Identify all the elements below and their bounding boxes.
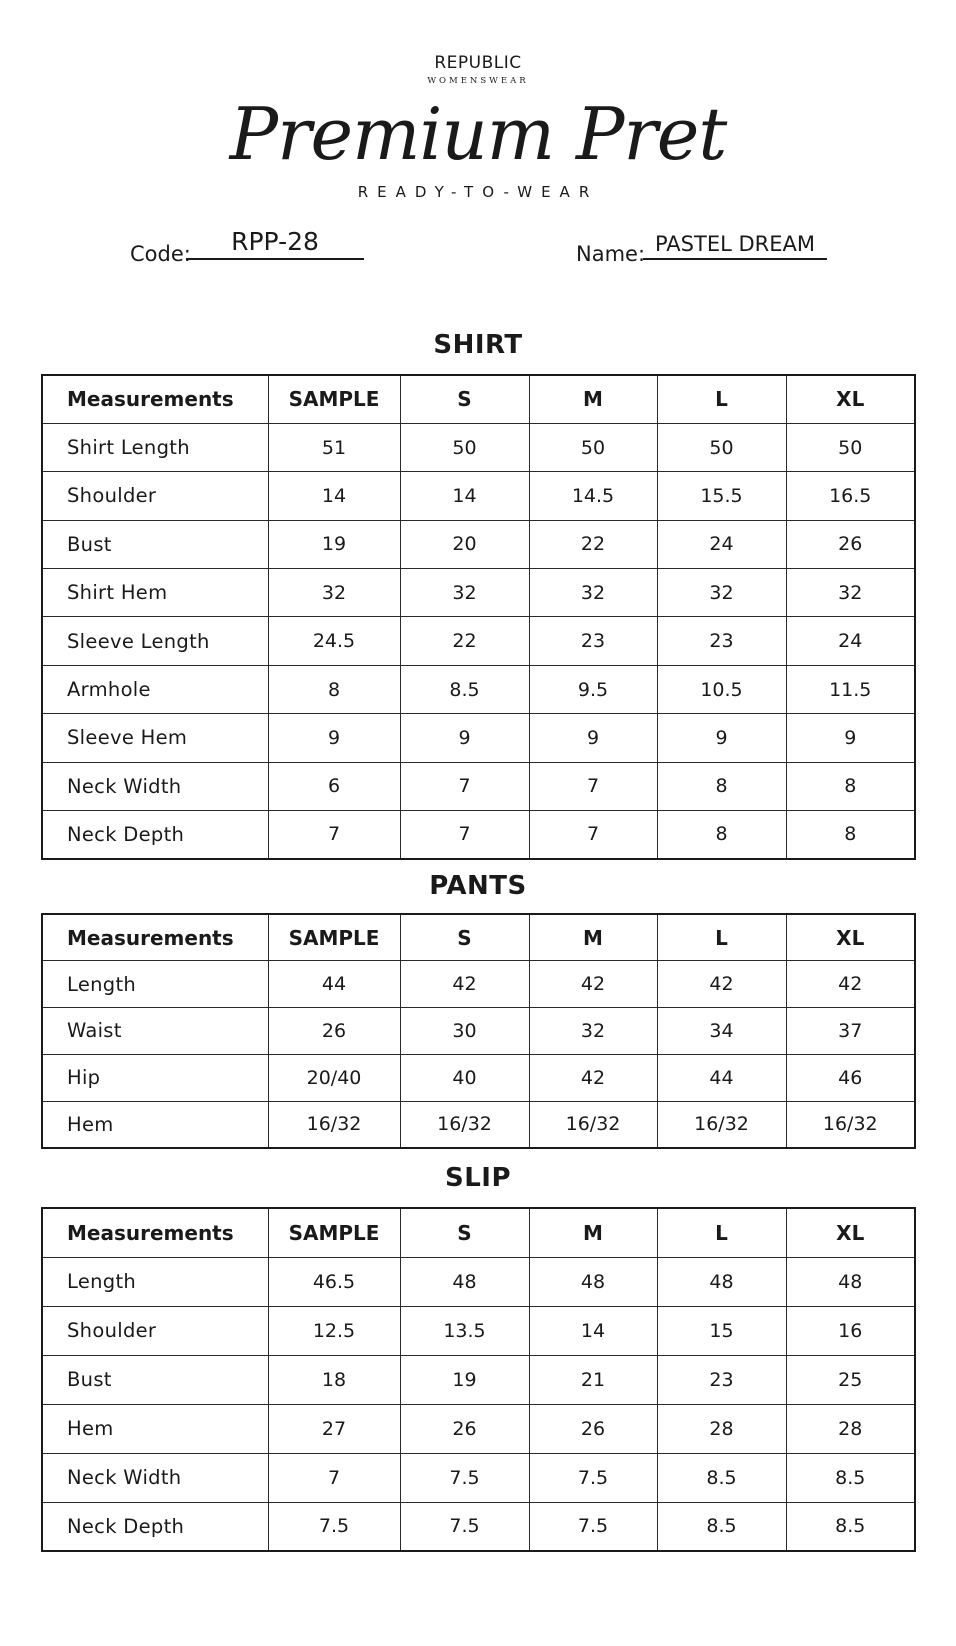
size-value: 24.5 [268, 617, 400, 665]
measurement-label: Shirt Hem [42, 569, 268, 617]
size-value: 32 [786, 569, 915, 617]
size-value: 24 [786, 617, 915, 665]
measurement-label: Length [42, 1257, 268, 1306]
size-value: 42 [657, 961, 786, 1008]
measurement-label: Bust [42, 1355, 268, 1404]
size-value: 7.5 [268, 1502, 400, 1551]
code-label: Code: [130, 242, 191, 266]
pants-section-title: PANTS [429, 871, 527, 901]
table-row [42, 1404, 915, 1453]
size-value: 7 [268, 811, 400, 859]
size-value: 7.5 [529, 1453, 657, 1502]
column-header: L [657, 914, 786, 961]
size-value: 16.5 [786, 472, 915, 520]
header-row [42, 914, 915, 961]
size-value: 9 [400, 714, 529, 762]
size-value: 42 [529, 961, 657, 1008]
size-value: 23 [657, 1355, 786, 1404]
size-value: 14 [400, 472, 529, 520]
column-header: S [400, 375, 529, 423]
measurement-label: Neck Depth [42, 1502, 268, 1551]
measurement-label: Shoulder [42, 472, 268, 520]
size-value: 21 [529, 1355, 657, 1404]
column-header: Measurements [42, 914, 268, 961]
size-value: 15 [657, 1306, 786, 1355]
size-value: 32 [529, 569, 657, 617]
size-value: 9.5 [529, 665, 657, 713]
size-value: 18 [268, 1355, 400, 1404]
table-row [42, 423, 915, 471]
size-value: 8 [786, 762, 915, 810]
size-value: 6 [268, 762, 400, 810]
size-value: 22 [529, 520, 657, 568]
table-row [42, 1008, 915, 1055]
size-value: 26 [786, 520, 915, 568]
table-row [42, 961, 915, 1008]
size-value: 8 [268, 665, 400, 713]
size-value: 16/32 [786, 1101, 915, 1148]
size-value: 20/40 [268, 1054, 400, 1101]
name-value: PASTEL DREAM [643, 232, 827, 260]
column-header: XL [786, 375, 915, 423]
header-row [42, 375, 915, 423]
size-value: 26 [529, 1404, 657, 1453]
size-value: 42 [529, 1054, 657, 1101]
collection-logo: Premium Pret [229, 92, 727, 176]
size-value: 13.5 [400, 1306, 529, 1355]
size-value: 15.5 [657, 472, 786, 520]
size-value: 34 [657, 1008, 786, 1055]
measurement-label: Neck Depth [42, 811, 268, 859]
size-value: 37 [786, 1008, 915, 1055]
size-value: 46.5 [268, 1257, 400, 1306]
measurement-label: Length [42, 961, 268, 1008]
slip-section-title: SLIP [444, 1163, 512, 1193]
size-value: 27 [268, 1404, 400, 1453]
column-header: M [529, 375, 657, 423]
size-value: 7 [268, 1453, 400, 1502]
size-value: 30 [400, 1008, 529, 1055]
size-value: 26 [268, 1008, 400, 1055]
name-field [576, 228, 836, 272]
size-value: 8.5 [786, 1502, 915, 1551]
size-value: 48 [529, 1257, 657, 1306]
measurement-label: Shirt Length [42, 423, 268, 471]
header-row [42, 1208, 915, 1257]
code-value: RPP-28 [186, 227, 364, 260]
size-value: 7.5 [529, 1502, 657, 1551]
size-value: 8.5 [786, 1453, 915, 1502]
column-header: S [400, 914, 529, 961]
size-value: 8 [657, 811, 786, 859]
size-value: 48 [657, 1257, 786, 1306]
column-header: SAMPLE [268, 375, 400, 423]
brand-subline: WOMENSWEAR [427, 76, 529, 86]
brand-tagline: READY-TO-WEAR [357, 183, 599, 201]
size-value: 8.5 [400, 665, 529, 713]
size-value: 9 [268, 714, 400, 762]
size-value: 8 [657, 762, 786, 810]
size-value: 32 [529, 1008, 657, 1055]
size-value: 8 [786, 811, 915, 859]
table-row [42, 1502, 915, 1551]
size-value: 16 [786, 1306, 915, 1355]
column-header: XL [786, 1208, 915, 1257]
table-row [42, 714, 915, 762]
size-value: 8.5 [657, 1502, 786, 1551]
size-value: 50 [786, 423, 915, 471]
size-value: 19 [268, 520, 400, 568]
column-header: S [400, 1208, 529, 1257]
size-value: 51 [268, 423, 400, 471]
size-value: 44 [657, 1054, 786, 1101]
size-value: 9 [786, 714, 915, 762]
table-row [42, 1101, 915, 1148]
size-value: 14.5 [529, 472, 657, 520]
size-value: 7.5 [400, 1502, 529, 1551]
size-value: 48 [786, 1257, 915, 1306]
brand-name: REPUBLIC [434, 53, 522, 73]
size-value: 12.5 [268, 1306, 400, 1355]
size-value: 50 [529, 423, 657, 471]
pants-size-table [41, 913, 916, 1149]
measurement-label: Sleeve Hem [42, 714, 268, 762]
name-label: Name: [576, 242, 646, 266]
column-header: SAMPLE [268, 1208, 400, 1257]
measurement-label: Bust [42, 520, 268, 568]
size-value: 16/32 [268, 1101, 400, 1148]
size-value: 42 [786, 961, 915, 1008]
column-header: XL [786, 914, 915, 961]
shirt-section-title: SHIRT [433, 330, 523, 360]
table-row [42, 1355, 915, 1404]
table-row [42, 1257, 915, 1306]
measurement-label: Sleeve Length [42, 617, 268, 665]
size-value: 42 [400, 961, 529, 1008]
measurement-label: Hip [42, 1054, 268, 1101]
table-row [42, 472, 915, 520]
measurement-label: Neck Width [42, 762, 268, 810]
size-value: 7 [529, 762, 657, 810]
size-value: 7 [400, 762, 529, 810]
size-value: 48 [400, 1257, 529, 1306]
size-value: 40 [400, 1054, 529, 1101]
size-value: 16/32 [657, 1101, 786, 1148]
size-value: 9 [657, 714, 786, 762]
measurement-label: Armhole [42, 665, 268, 713]
size-value: 16/32 [400, 1101, 529, 1148]
table-row [42, 762, 915, 810]
size-value: 7 [400, 811, 529, 859]
table-row [42, 569, 915, 617]
shirt-size-table [41, 374, 916, 860]
size-value: 50 [400, 423, 529, 471]
table-row [42, 520, 915, 568]
column-header: M [529, 1208, 657, 1257]
measurement-label: Hem [42, 1101, 268, 1148]
measurement-label: Neck Width [42, 1453, 268, 1502]
size-value: 7.5 [400, 1453, 529, 1502]
table-row [42, 665, 915, 713]
size-value: 28 [657, 1404, 786, 1453]
size-value: 32 [657, 569, 786, 617]
size-value: 9 [529, 714, 657, 762]
size-value: 16/32 [529, 1101, 657, 1148]
measurement-label: Shoulder [42, 1306, 268, 1355]
column-header: SAMPLE [268, 914, 400, 961]
measurement-label: Hem [42, 1404, 268, 1453]
table-row [42, 811, 915, 859]
code-field [130, 228, 370, 272]
size-value: 8.5 [657, 1453, 786, 1502]
size-value: 23 [529, 617, 657, 665]
column-header: Measurements [42, 375, 268, 423]
size-value: 25 [786, 1355, 915, 1404]
size-value: 22 [400, 617, 529, 665]
size-value: 19 [400, 1355, 529, 1404]
size-value: 46 [786, 1054, 915, 1101]
size-value: 20 [400, 520, 529, 568]
size-value: 32 [268, 569, 400, 617]
size-value: 44 [268, 961, 400, 1008]
table-row [42, 617, 915, 665]
size-value: 32 [400, 569, 529, 617]
column-header: Measurements [42, 1208, 268, 1257]
measurement-label: Waist [42, 1008, 268, 1055]
column-header: L [657, 375, 786, 423]
size-value: 14 [268, 472, 400, 520]
table-row [42, 1306, 915, 1355]
size-value: 26 [400, 1404, 529, 1453]
size-value: 24 [657, 520, 786, 568]
table-row [42, 1054, 915, 1101]
column-header: M [529, 914, 657, 961]
size-value: 11.5 [786, 665, 915, 713]
size-value: 23 [657, 617, 786, 665]
size-value: 10.5 [657, 665, 786, 713]
size-value: 50 [657, 423, 786, 471]
column-header: L [657, 1208, 786, 1257]
size-value: 28 [786, 1404, 915, 1453]
size-value: 7 [529, 811, 657, 859]
size-value: 14 [529, 1306, 657, 1355]
slip-size-table [41, 1207, 916, 1552]
table-row [42, 1453, 915, 1502]
